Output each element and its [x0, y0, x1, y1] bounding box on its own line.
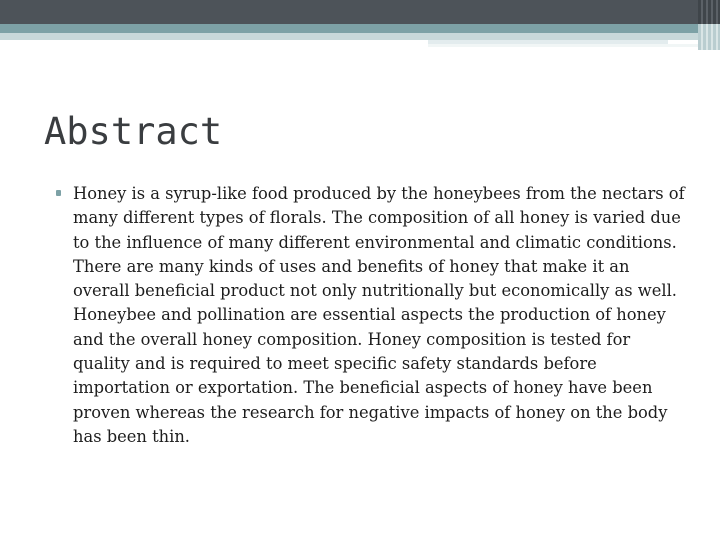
header-band-line-faint	[428, 44, 698, 47]
slide-title: Abstract	[44, 110, 223, 153]
bullet-item	[56, 182, 686, 449]
bullet-text: Honey is a syrup-like food produced by the honeybees from the nectars of many different types of florals. The composition of all honey is varied due to the influence of many different environmental and climatic conditions. There are many kinds of uses and benefits of honey that make it an overall beneficial product not only nutritionally but economically as well. Honeybee and pollination are essential aspects the production of honey and the overall honey composition. Honey composition is tested for quality and is required to meet specific safety standards before importation or exportation. The beneficial aspects of honey have been proven whereas the research for negative impacts of honey on the body has been thin.	[73, 184, 685, 446]
header-band-accent	[0, 24, 698, 33]
header-band-dark	[0, 0, 698, 24]
header-band-light	[0, 33, 698, 40]
bullet-list	[56, 182, 686, 449]
header-band-right-stripes-light	[698, 24, 720, 50]
bullet-marker-icon	[56, 190, 61, 196]
